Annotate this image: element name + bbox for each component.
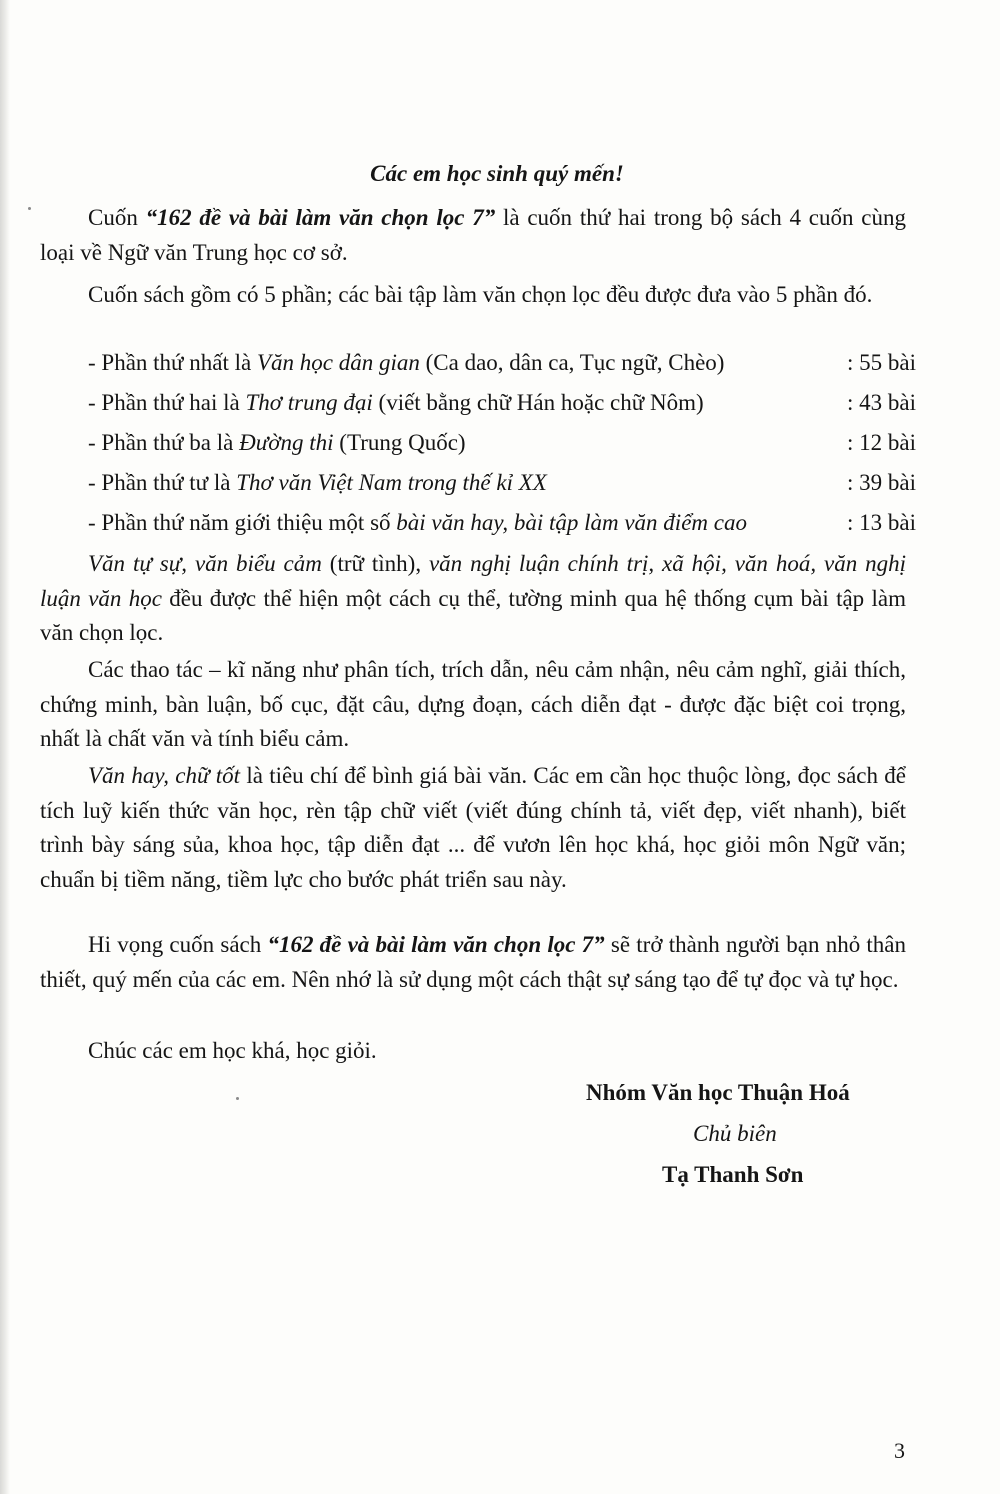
part-count: : 13 bài (847, 510, 916, 535)
signature-group: Nhóm Văn học Thuận Hoá (586, 1080, 850, 1105)
wish-paragraph: Chúc các em học khá, học giỏi. (88, 1038, 377, 1063)
intro-text: Cuốn (88, 205, 146, 230)
scan-speck (236, 1097, 239, 1100)
part-count: : 43 bài (847, 390, 916, 415)
book-title: “162 đề và bài làm văn chọn lọc 7” (145, 205, 496, 230)
genres-paragraph: Văn tự sự, văn biểu cảm (trữ tình), văn nghị luận chính trị, xã hội, văn hoá, văn nghị luận văn học đều được thể hiện một cách cụ thể, tường minh qua hệ thống cụm bài tập làm văn chọn lọc. (40, 551, 906, 645)
part-list-item (88, 466, 916, 500)
hope-paragraph: Hi vọng cuốn sách “162 đề và bài làm văn chọn lọc 7” sẽ trở thành người bạn nhỏ thân thiết, quý mến của các em. Nên nhớ là sử dụng một cách thật sự sáng tạo để tự đọc và tự học. (40, 932, 907, 992)
part-description: - Phần thứ tư là Thơ văn Việt Nam trong thế kỉ XX (88, 470, 547, 495)
part-list-item (88, 346, 916, 380)
book-title: “162 đề và bài làm văn chọn lọc 7” (267, 932, 605, 957)
part-list-item (88, 386, 916, 420)
structure-paragraph: Cuốn sách gồm có 5 phần; các bài tập làm văn chọn lọc đều được đưa vào 5 phần đó. (88, 282, 873, 307)
page-binding-edge (0, 0, 10, 1494)
part-list-item (88, 426, 916, 460)
greeting-heading: Các em học sinh quý mến! (370, 161, 624, 186)
signature-name: Tạ Thanh Sơn (662, 1162, 804, 1187)
part-description: - Phần thứ nhất là Văn học dân gian (Ca dao, dân ca, Tục ngữ, Chèo) (88, 350, 725, 375)
scan-speck (28, 207, 31, 210)
criteria-paragraph: Văn hay, chữ tốt là tiêu chí để bình giá bài văn. Các em cần học thuộc lòng, đọc sách để tích luỹ kiến thức văn học, rèn tập chữ viết (viết đúng chính tả, viết đẹp, viết nhanh), biết trình bày sáng sủa, khoa học, tập diễn đạt ... để vươn lên học khá, học giỏi môn Ngữ văn; chuẩn bị tiềm năng, tiềm lực cho bước phát triển sau này. (40, 763, 906, 892)
intro-text: là cuốn thứ hai trong bộ sách 4 cuốn cùng loại về Ngữ văn Trung học cơ sở. (40, 205, 906, 265)
part-count: : 12 bài (847, 430, 916, 455)
part-description: - Phần thứ ba là Đường thi (Trung Quốc) (88, 430, 466, 455)
page-number: 3 (894, 1438, 905, 1463)
part-list-item (88, 506, 916, 540)
part-description: - Phần thứ năm giới thiệu một số bài văn hay, bài tập làm văn điểm cao (88, 510, 747, 535)
intro-paragraph (40, 201, 906, 270)
signature-role: Chủ biên (693, 1121, 777, 1146)
skills-paragraph: Các thao tác – kĩ năng như phân tích, trích dẫn, nêu cảm nhận, nêu cảm nghĩ, giải thích, chứng minh, bàn luận, bố cục, đặt câu, dựng đoạn, cách diễn đạt - được đặc biệt coi trọng, nhất là chất văn và tính biểu cảm. (40, 657, 906, 751)
part-description: - Phần thứ hai là Thơ trung đại (viết bằng chữ Hán hoặc chữ Nôm) (88, 390, 704, 415)
part-count: : 55 bài (847, 350, 916, 375)
part-count: : 39 bài (847, 470, 916, 495)
